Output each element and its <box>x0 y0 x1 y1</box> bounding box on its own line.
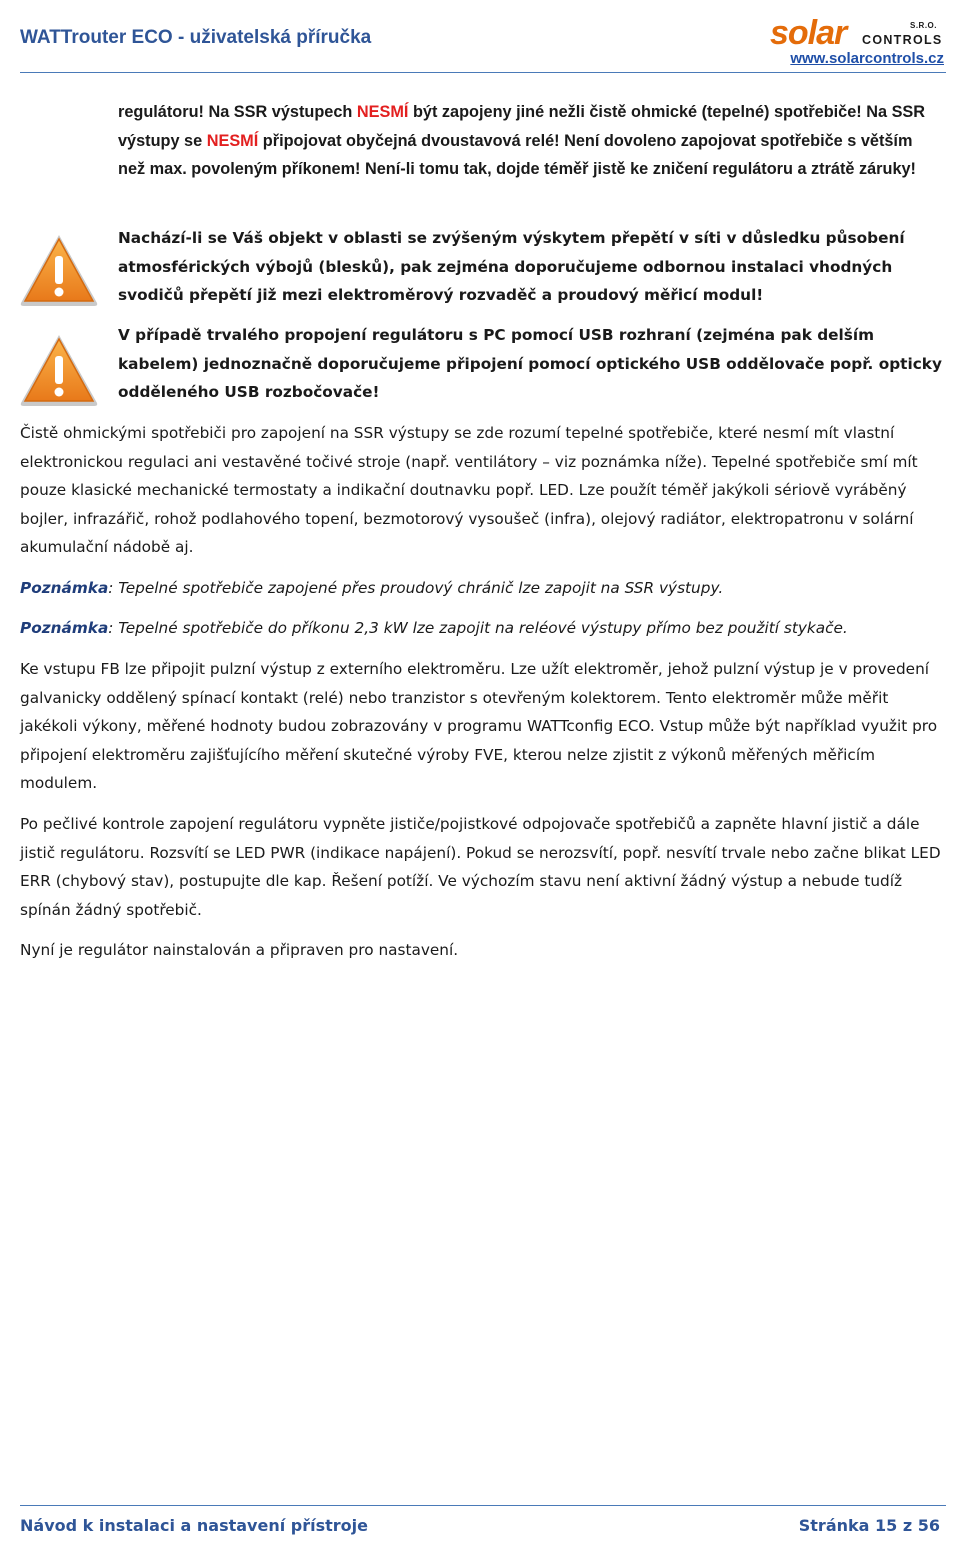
ssr-warning-part1: regulátoru! Na SSR výstupech <box>118 103 357 121</box>
note-label: Poznámka <box>20 619 109 637</box>
website-link[interactable]: www.solarcontrols.cz <box>790 50 944 67</box>
wiring-check-paragraph: Po pečlivé kontrole zapojení regulátoru vypněte jističe/pojistkové odpojovače spotřebičů a zapněte hlavní jistič a dále jistič regulátoru. Rozsvítí se LED PWR (indikace napájení). Pokud se nerozsvítí, popř. nesvítí trvale nebo začne blikat LED ERR (chybový stav), postupujte dle kap. Řešení potíží. Ve výchozím stavu není aktivní žádný výstup a nebude tudíž spínán žádný spotřebič. <box>20 815 941 919</box>
company-logo <box>770 14 942 54</box>
note-text: : Tepelné spotřebiče do příkonu 2,3 kW lze zapojit na reléové výstupy přímo bez použití stykače. <box>108 619 848 637</box>
page-header <box>20 0 946 73</box>
logo-sro-text: S.R.O. <box>910 21 938 30</box>
document-title: WATTrouter ECO - uživatelská příručka <box>20 27 372 48</box>
ohmic-loads-paragraph: Čistě ohmickými spotřebiči pro zapojení na SSR výstupy se zde rozumí tepelné spotřebiče, které nesmí mít vlastní elektronickou regulaci ani vestavěné točivé stroje (např. ventilátory – viz poznámka níže). Tepelné spotřebiče smí mít pouze klasické mechanické termostaty a indikační doutnavku popř. LED. Lze použít téměř jakýkoli sériově vyráběný bojler, infrazářič, rohož podlahového topení, bezmotorový vysoušeč (infra), olejový radiátor, elektropatronu v solární akumulační nádobě aj. <box>20 424 918 556</box>
surge-protection-warning: Nachází-li se Váš objekt v oblasti se zvýšeným výskytem přepětí v síti v důsledku působení atmosférických výbojů (blesků), pak zejména doporučujeme odbornou instalaci vhodných svodičů přepětí již mezi elektroměrový rozvaděč a proudový měřicí modul! <box>118 229 905 304</box>
ssr-warning-text <box>118 98 944 184</box>
installation-complete-paragraph: Nyní je regulátor nainstalován a připraven pro nastavení. <box>20 941 459 959</box>
footer-document-name: Návod k instalaci a nastavení přístroje <box>20 1516 368 1535</box>
page-footer <box>20 1505 946 1546</box>
note-text: : Tepelné spotřebiče zapojené přes proudový chránič lze zapojit na SSR výstupy. <box>108 579 724 597</box>
note-rcd <box>20 574 946 603</box>
fb-input-paragraph: Ke vstupu FB lze připojit pulzní výstup z externího elektroměru. Lze užít elektroměr, jehož pulzní výstup je v provedení galvanicky oddělený spínací kontakt (relé) nebo tranzistor s otevřeným kolektorem. Tento elektroměr může měřit jakékoli výkony, měřené hodnoty budou zobrazovány v programu WATTconfig ECO. Vstup může být například využit pro připojení elektroměru zajišťujícího měření skutečné výroby FVE, kterou nelze zjistit z výkonů měřených měřicím modulem. <box>20 660 938 792</box>
note-label: Poznámka <box>20 579 109 597</box>
nesmi-emphasis-1: NESMÍ <box>356 103 409 121</box>
warning-triangle-icon <box>18 332 100 408</box>
logo-controls-text: CONTROLS <box>862 33 943 47</box>
ssr-warning-part3: připojovat obyčejná dvoustavová relé! Není dovoleno zapojovat spotřebiče s větším než max. povoleným příkonem! Není-li tomu tak, dojde téměř jistě ke zničení regulátoru a ztrátě záruky! <box>118 131 916 178</box>
note-relay-power <box>20 614 946 643</box>
usb-isolation-warning: V případě trvalého propojení regulátoru s PC pomocí USB rozhraní (zejména pak delším kabelem) jednoznačně doporučujeme připojení pomocí optického USB oddělovače popř. opticky odděleného USB rozbočovače! <box>118 326 942 401</box>
page-number: Stránka 15 z 56 <box>798 1516 940 1535</box>
logo-solar-text: solar <box>770 14 847 52</box>
nesmi-emphasis-2: NESMÍ <box>206 131 259 150</box>
warning-triangle-icon <box>18 232 100 308</box>
ssr-warning-part2: být zapojeny jiné nežli čistě ohmické (tepelné) spotřebiče! Na SSR výstupy se <box>118 103 926 150</box>
